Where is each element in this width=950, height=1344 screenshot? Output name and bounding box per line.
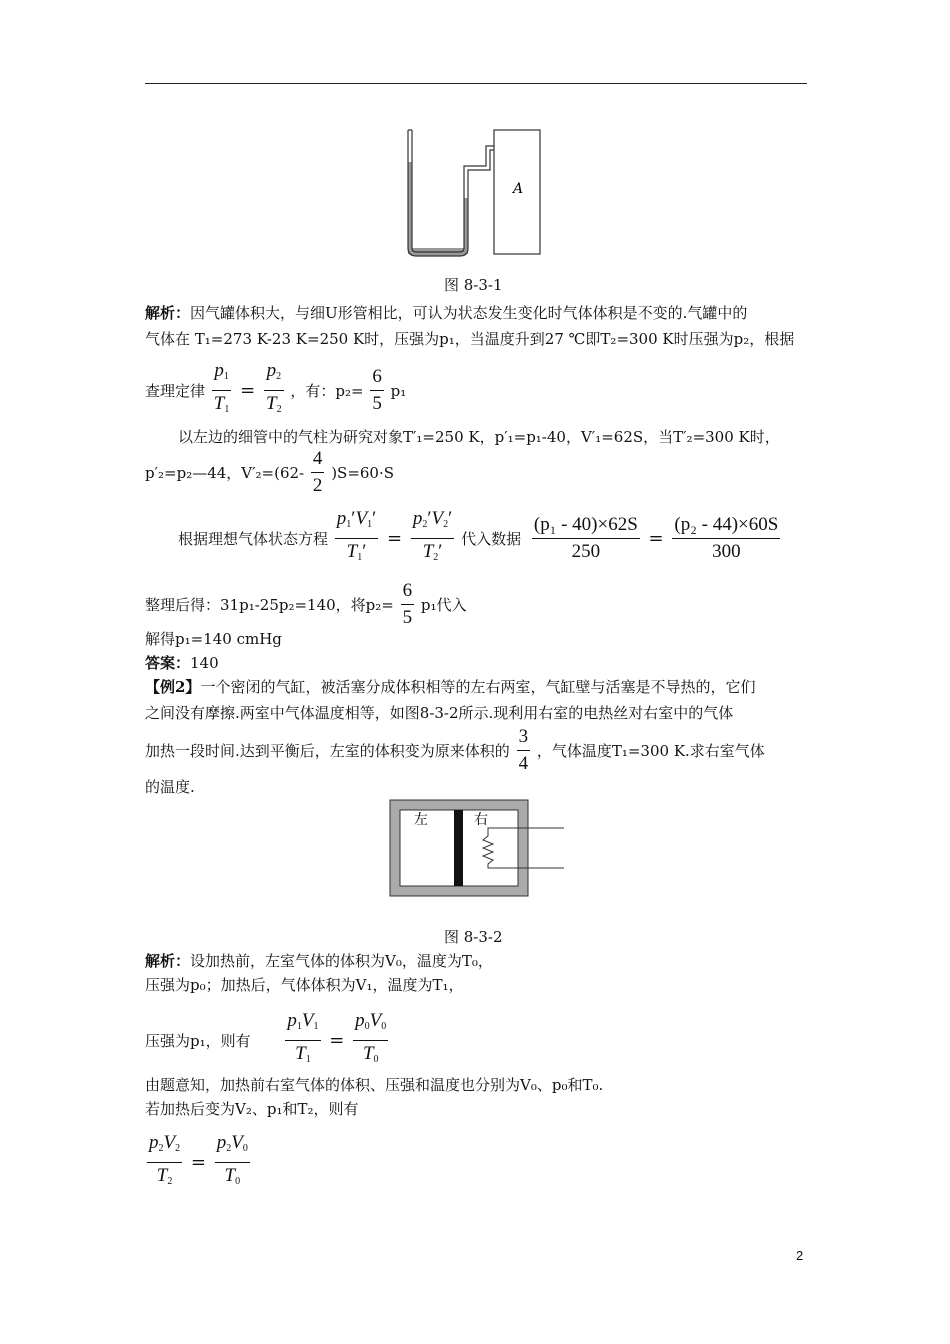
final-equation: $\frac{p_2V_2}{T_2}$ = $\frac{p_2V_0}{T_0}$ bbox=[145, 1130, 252, 1195]
left-chamber-label: 左 bbox=[414, 812, 428, 828]
fraction-6-5: $\frac{6}{5}$ bbox=[372, 366, 382, 414]
analysis-paragraph-2-line-3: 压强为p₁，则有 $\frac{p_1V_1}{T_1}$ = $\frac{p_0V_0}{T_0}$ bbox=[145, 1008, 390, 1073]
charles-law-line: 查理定律 $\frac{p_1}{T_1}$ = $\frac{p_2}{T_2}$ ，有：p₂= $\frac{6}{5}$ p₁ bbox=[145, 358, 406, 423]
analysis-paragraph-2-line-1: 解析：设加热前，左室气体的体积为V₀，温度为T₀， bbox=[145, 952, 493, 970]
right-chamber-label: 右 bbox=[474, 812, 488, 828]
volume-line: p′₂=p₂—44，V′₂=(62- $\frac{4}{2}$ )S=60·S bbox=[145, 446, 394, 499]
example-2-line-2: 之间没有摩擦.两室中气体温度相等，如图8-3-2所示.现利用右室的电热丝对右室中的气体 bbox=[145, 704, 734, 722]
mercury-column bbox=[408, 162, 468, 256]
page-number: 2 bbox=[796, 1248, 804, 1263]
ideal-gas-line: 根据理想气体状态方程 $\frac{p_1'V_1'}{T_1'}$ = $\frac{p_2'V_2'}{T_2'}$ 代入数据 $\frac{\text{(p₁ - 40)×62S}}{250}$ = $\frac{\text{(p₂ - 44)×60S}}{300}$ bbox=[178, 506, 782, 571]
example-2-line-3: 加热一段时间.达到平衡后，左室的体积变为原来体积的 $\frac{3}{4}$ ，气体温度T₁=300 K.求右室气体 bbox=[145, 724, 765, 777]
answer-line: 答案：140 bbox=[145, 654, 219, 672]
solution-line: 解得p₁=140 cmHg bbox=[145, 630, 282, 648]
fraction-p0v0-t0: $\frac{p_0V_0}{T_0}$ bbox=[355, 1010, 387, 1065]
figure-caption-2: 图 8-3-2 bbox=[444, 928, 503, 946]
header-rule bbox=[145, 83, 807, 84]
fraction-6-5-b: $\frac{6}{5}$ bbox=[402, 580, 413, 628]
tank-label: A bbox=[513, 181, 524, 197]
example-2-line-4: 的温度. bbox=[145, 778, 195, 796]
fraction-p2-t2: $\frac{p_2}{T_2}$ bbox=[266, 360, 282, 415]
fraction-data-right: $\frac{\text{(p₂ - 44)×60S}}{300}$ bbox=[674, 514, 779, 562]
u-tube-diagram bbox=[400, 120, 550, 260]
analysis-paragraph-2-line-2: 压强为p₀；加热后，气体体积为V₁，温度为T₁， bbox=[145, 976, 464, 994]
figure-caption-1: 图 8-3-1 bbox=[444, 276, 503, 294]
analysis-paragraph-2-line-4: 由题意知，加热前右室气体的体积、压强和温度也分别为V₀、p₀和T₀. bbox=[145, 1076, 604, 1094]
fraction-4-2: $\frac{4}{2}$ bbox=[312, 448, 323, 496]
fraction-p1v1-t1: $\frac{p_1V_1}{T_1}$ bbox=[287, 1010, 319, 1065]
analysis-label: 解析： bbox=[145, 304, 191, 322]
analysis-paragraph-1-line-2: 气体在 T₁=273 K-23 K=250 K时，压强为p₁，当温度升到27 ℃即T₂=300 K时压强为p₂，根据 bbox=[145, 330, 795, 348]
fraction-data-left: $\frac{\text{(p₁ - 40)×62S}}{250}$ bbox=[533, 514, 638, 562]
analysis-paragraph-2-line-5: 若加热后变为V₂、p₁和T₂，则有 bbox=[145, 1100, 359, 1118]
cylinder-diagram bbox=[388, 798, 568, 900]
fraction-p2v2-t2: $\frac{p_2V_2}{T_2}$ bbox=[149, 1132, 181, 1187]
analysis-paragraph-1-line-1: 解析：因气罐体积大，与细U形管相比，可认为状态发生变化时气体体积是不变的.气罐中的 bbox=[145, 304, 748, 322]
example-2-line-1: 【例2】一个密闭的气缸，被活塞分成体积相等的左右两室，气缸壁与活塞是不导热的，它们 bbox=[145, 678, 756, 696]
fraction-p2v0-t0: $\frac{p_2V_0}{T_0}$ bbox=[216, 1132, 248, 1187]
fraction-p1-t1: $\frac{p_1}{T_1}$ bbox=[213, 360, 230, 415]
simplify-line: 整理后得：31p₁-25p₂=140，将p₂= $\frac{6}{5}$ p₁代入 bbox=[145, 578, 467, 631]
fraction-p1v1-t1-prime: $\frac{p_1'V_1'}{T_1'}$ bbox=[336, 508, 377, 563]
fraction-3-4: $\frac{3}{4}$ bbox=[518, 726, 529, 774]
fraction-p2v2-t2-prime: $\frac{p_2'V_2'}{T_2'}$ bbox=[412, 508, 453, 563]
analysis-paragraph-1-line-4: 以左边的细管中的气柱为研究对象T′₁=250 K，p′₁=p₁-40，V′₁=62S，当T′₂=300 K时， bbox=[178, 428, 780, 446]
example-tag: 【例2】 bbox=[145, 678, 201, 696]
piston bbox=[454, 810, 463, 886]
